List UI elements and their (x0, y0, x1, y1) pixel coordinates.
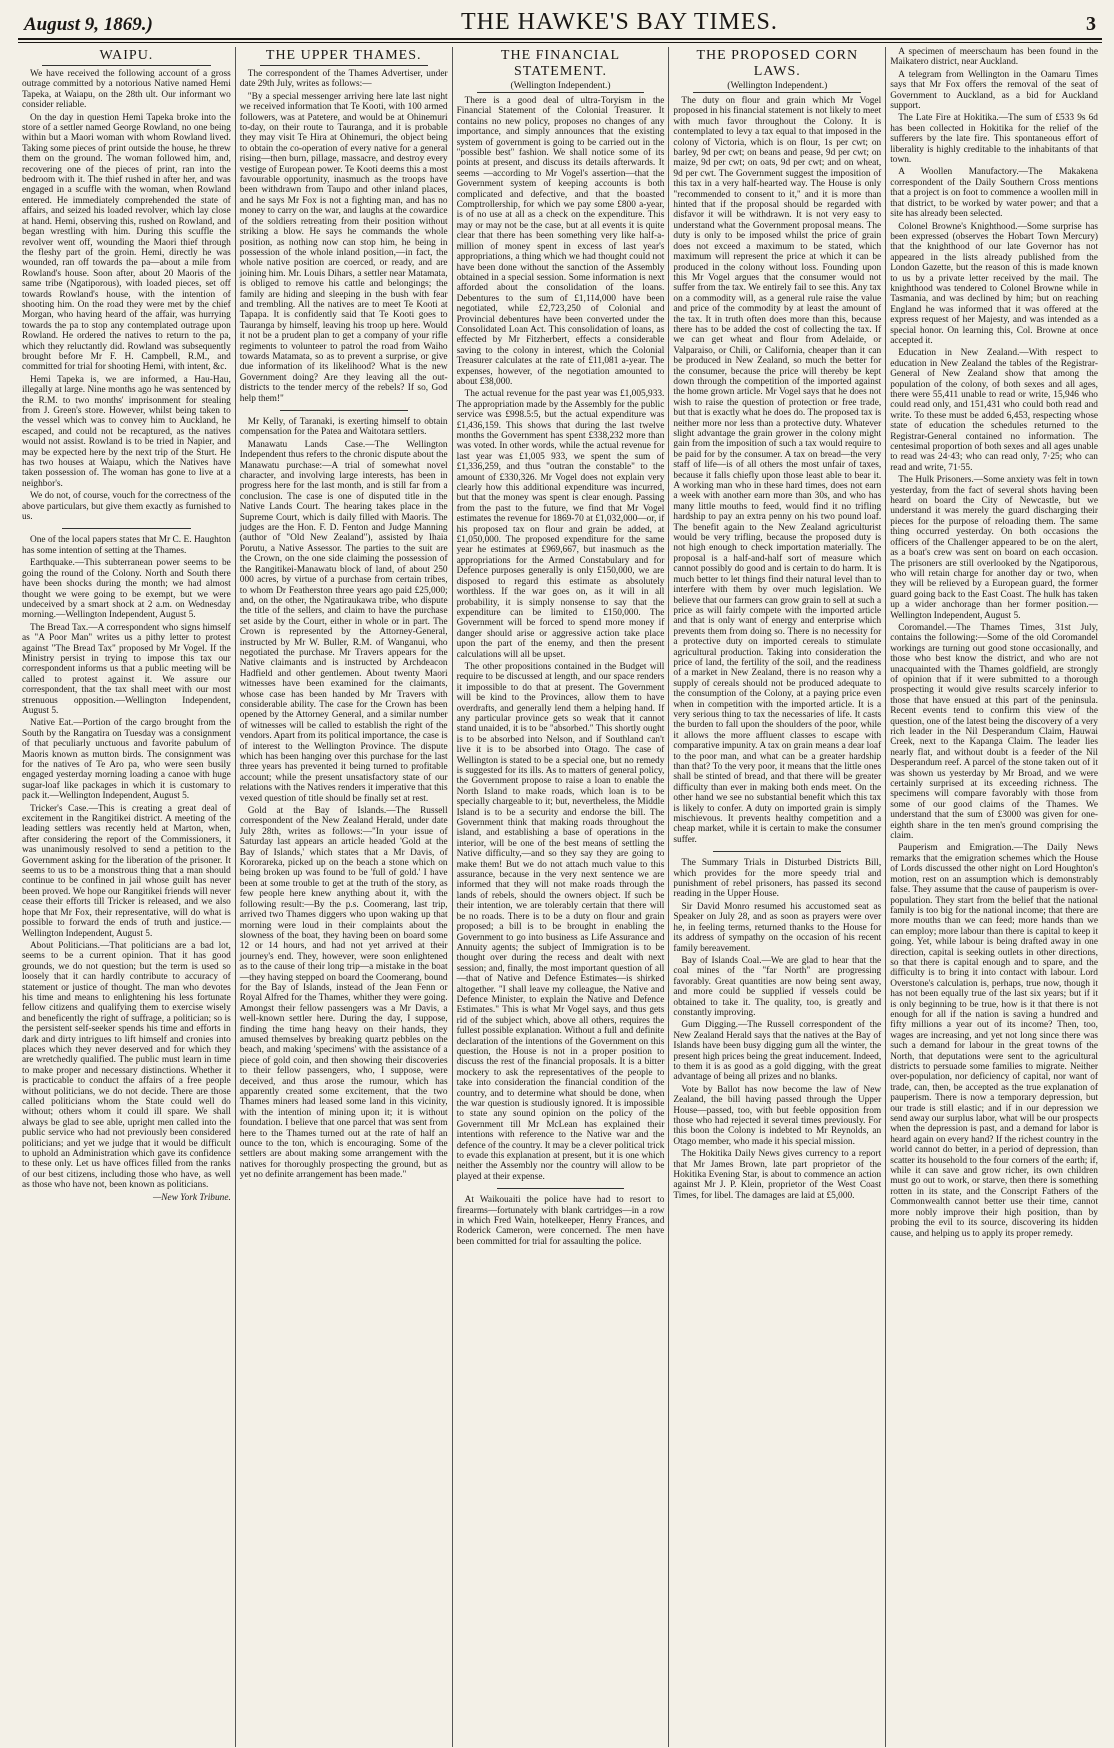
article-source: (Wellington Independent.) (510, 81, 611, 91)
paragraph: On the day in question Hemi Tapeka broke into the store of a settler named George Rowland, no one being within but a Maori woman with whom Rowland lived. Taking some pieces of print outside the house, he threw them on the ground. The woman followed him, and, recovering one of the pieces of print, ran into the bedroom with it. The thief rushed in after her, and was engaged in a scuffle with the woman, when Rowland entered. He immediately comprehended the state of affairs, and seized his loaded revolver, which lay close at hand. Hemi, observing this, rushed on Rowland, and began wrestling with him. During this scuffle the revolver went off, wounding the Maori thief through the fleshy part of the groin. Hemi, directly he was wounded, ran off towards the pa—about a mile from Rowland's house. Soon after, about 20 Maoris of the same tribe (Ngatiporous), with loaded pieces, set off towards Rowland's house, with the intention of shooting him. On the road they were met by the chief Morgan, who having heard of the affair, was hurrying towards the pa to stop any contemplated outrage upon Rowland. He ordered the natives to return to the pa, which they reluctantly did. Rowland was subsequently brought before Mr F. H. Campbell, R.M., and committed for trial for shooting Hemi, with intent, &c. (22, 112, 231, 373)
issue-date: August 9, 1869.) (24, 14, 153, 35)
column-upper-thames (235, 47, 452, 1747)
paragraph: Gold at the Bay of Islands.—The Russell correspondent of the New Zealand Herald, under date July 28th, writes as follows:—"In your issue of Saturday last appears an article headed 'Gold at the Bay of Islands,' which states that a Mr Davis, of Kororareka, picked up on the beach a stone which on being broken up was found to be 'full of gold.' I have been at some trouble to get at the truth of the story, as few people here knew anything about it, with the following result:—By the p.s. Coomerang, last trip, arrived two Thames diggers who upon waking up that morning were loud in their complaints about the slowness of the boat, they having been on board some 12 or 14 hours, and had not yet arrived at their journey's end. They, however, were soon enlightened as to the cause of their long trip—a mistake in the boat—they having stepped on board the Coomerang, bound for the Bay of Islands, instead of the Jean Fenn or Royal Alfred for the Thames, whither they were going. Amongst their fellow passengers was a Mr Davis, a well-known settler here. During the day, I suppose, finding the time hang heavy on their hands, they amused themselves by breaking quartz pebbles on the beach, and making 'specimens' with the assistance of a piece of gold coin, and then showing their discoveries to their fellow passengers, who, I suppose, were deceived, and thus arose the rumour, which has apparently created some excitement, that the two Thames miners had leased some land in this vicinity, with the intention of mining upon it; it is without foundation. I believe that one parcel that was sent from here to the Thames turned out at the rate of half an ounce to the ton, which is encouraging. Some of the settlers are about making some arrangement with the natives for thoroughly prospecting the ground, but as yet no definite arrangement has been made." (239, 806, 448, 1181)
newspaper-title: THE HAWKE'S BAY TIMES. (460, 9, 778, 35)
column-financial-statement (452, 47, 669, 1747)
paragraph: Bay of Islands Coal.—We are glad to hear that the coal mines of the "far North" are progressing favorably. Great quantities are now being sent away, and more could be supplied if vessels could be obtained to take it. The quality, too, is greatly and constantly improving. (673, 955, 882, 1018)
article-title: WAIPU. (99, 48, 154, 63)
columns (18, 47, 1102, 1747)
paragraph: Coromandel.—The Thames Times, 31st July, contains the following:—Some of the old Coromandel workings are turning out good stone occasionally, and those who best know the district, and who are not unacquainted with the Thames goldfield, are strongly of opinion that if it were submitted to a thorough prospecting it would give results scarcely inferior to those that have ensued at this part of the peninsula. Recent events tend to confirm this view of the question, one of the latest being the discovery of a very rich leader in the Nil Desperandum Claim, Hauwai Creek, next to the Kapanga Claim. The leader lies nearly flat, and without doubt is a feeder of the Nil Desperandum reef. A parcel of the stone taken out of it was shown us yesterday by Mr Broad, and we were certainly surprised at its exceeding richness. The specimens will compare favorably with those from some of our good claims of the Thames. We understand that the sum of £3000 was given for one-eighth share in the ten men's ground comprising the claim. (890, 622, 1098, 842)
title-rule (260, 65, 428, 66)
paragraph: Native Eat.—Portion of the cargo brought from the South by the Rangatira on Tuesday was a consignment of that peculiarly unctuous and favorite pabulum of Maoris known as mutton birds. The consignment was for the natives of Te Aro pa, who were seen busily engaged yesterday morning loading a canoe with huge sugar-loaf like packages in which it is customary to pack it.—Wellington Independent, August 5. (22, 718, 231, 802)
paragraph: The actual revenue for the past year was £1,005,933. The appropriation made by the Assembly for the public service was £998.5:5, but the actual expenditure was £1,436,159. This shows that during the last twelve months the Government has spent £338,232 more than was voted. In other words, while the actual revenue for last year was £1,005 933, we spent the sum of £1,336,259, and thus "outran the constable" to the amount of £330,326. Mr Vogel does not explain very clearly how this additional expenditure was incurred, but that the money was spent is clear enough. Passing from the past to the future, we find that Mr Vogel estimates the revenue for 1869-70 at £1,032,000—or, if his proposed tax on flour and grain be added, at £1,050,000. The proposed expenditure for the same year he estimates at £969,667, but inasmuch as the appropriations for the Armed Constabulary and for Defence purposes generally is only £150,000, we are disposed to regard this estimate as absolutely worthless. If the war goes on, as it will in all probability, it is simply nonsense to say that the expenditure can be limited to £150,000. The Government will be forced to spend more money if danger should arise or aggressive action take place upon the part of the enemy, and then the present calculations will all be upset. (456, 389, 665, 660)
separator (280, 410, 408, 411)
paragraph: The Hokitika Daily News gives currency to a report that Mr James Brown, late part proprietor of the Hokitika Evening Star, is about to commence an action against Mr J. P. Klein, proprietor of the West Coast Times, for libel. The damages are laid at £5,000. (673, 1149, 882, 1201)
paragraph: There is a good deal of ultra-Toryism in the Financial Statement of the Colonial Treasurer. It contains no new policy, proposes no changes of any importance, and simply announces that the existing system of government is going to be carried out in the "possible best" fashion. We shall notice some of its points at present, and discuss its details afterwards. It seems —according to Mr Vogel's assertion—that the Government system of keeping accounts is both complicated and defective, and that the boasted Comptrollership, for which we pay some £800 a-year, is of no use at all as a check on the expenditure. This may or may not be the case, but at all events it is quite clear that there has been something very like half-a-million of money spent in excess of last year's appropriations, a thing which we had thought could not have been done without the sanction of the Assembly obtained in a special session. Some information is next afforded about the consolidation of the loans. Debentures to the sum of £1,114,000 have been negotiated, while £2,723,250 of Colonial and Provincial debentures have been converted under the Consolidated Loan Act. This consolidation of loans, as effected by Mr Fitzherbert, effects a considerable saving to the colony in interest, which the Colonial Treasurer calculates at the rate of £11,081 a-year. The expenses, however, of the negotiation amounted to about £38,000. (456, 96, 665, 387)
paragraph: The duty on flour and grain which Mr Vogel proposed in his financial statement is not likely to meet with much favor throughout the Colony. It is contemplated to levy a tax equal to that imposed in the colony of Victoria, which is on flour, 1s per cwt; on barley, 9d per cwt; on beans and pease, 9d per cwt; on maize, 9d per cwt; on oats, 9d per cwt; and on wheat, 9d per cwt. The Government suggest the imposition of this tax in a very half-hearted way. The House is only "recommended to consent to it," and it is more than hinted that if the proposal should be regarded with disfavor it will be withdrawn. It is not very easy to understand what the Government proposal means. The duty is only to be imposed whilst the price of grain does not exceed a maximum to be stated, which maximum will represent the price at which it can be produced in the colony without loss. Founding upon this Mr Vogel argues that the consumer would not suffer from the tax. We entirely fail to see this. Any tax on a commodity will, as a general rule raise the value and price of the commodity by at least the amount of the tax. It in truth often does more than this, because there has to be added the cost of collecting the tax. If we can get wheat and flour from Adelaide, or Valparaiso, or Chili, or California, cheaper than it can be produced in New Zealand, so much the better for the consumer, because the price will thereby be kept down through the competition of the imported against the home grown article. Mr Vogel says that he does not wish to raise the question of protection or free trade, but that is exactly what he does do. The proposed tax is neither more nor less than a protective duty. Whatever slight advantage the grain grower in the colony might gain from the imposition of such a tax would require to be paid for by the consumer. A tax on bread—the very staff of life—is of all others the most unfair of taxes, because it falls chiefly upon those least able to bear it. A working man who in these hard times, does not earn a week with another earn more than 30s, and who has many little mouths to feed, would find it no trifling hardship to pay an extra penny on his two pound loaf. The benefit again to the New Zealand agriculturist would be very trifling, because the proposed duty is not high enough to check importation materially. The proposal is a half-and-half sort of measure which cannot possibly do good and is certain to do harm. It is much better to let things find their natural level than to interfere with them by over much legislation. We believe that our farmers can grow grain to sell at such a price as will fairly compete with the imported article and that is only want of energy and enterprise which prevents them from doing so. There is no necessity for a protective duty on imported cereals to stimulate agricultural production. Taking into consideration the price of land, the fertility of the soil, and the readiness of a market in New Zealand, there is no reason why a supply of cereals should not be produced adequate to the consumption of the Colony, at a paying price even when in competition with the imported article. It is a very serious thing to tax the necessaries of life. It casts the burden to fall upon the shoulders of the poor, while it allows the more affluent classes to escape with comparative impunity. A tax on grain means a dear loaf to the poor man, and what can be a greater hardship than that? To the very poor, it means that the little ones shall be stinted of bread, and that there will be greater difficulty than ever in making both ends meet. On the other hand we see no substantial benefit which this tax is likely to confer. A duty on imported grain is simply mischievous. It prevents healthy competition and a cheap market, while it is certain to make the consumer suffer. (673, 96, 882, 845)
source-credit: —New York Tribune. (153, 1192, 231, 1203)
article-source: (Wellington Independent.) (727, 81, 828, 91)
title-rule (42, 65, 211, 66)
paragraph: We do not, of course, vouch for the correctness of the above particulars, but give them exactly as furnished to us. (22, 491, 231, 523)
paragraph: A specimen of meerschaum has been found in the Maikatero district, near Auckland. (890, 47, 1098, 68)
article-title: THE PROPOSED CORN LAWS. (696, 48, 859, 79)
paragraph: One of the local papers states that Mr C. E. Haughton has some intention of setting at the Thames. (22, 535, 231, 556)
paragraph: The Bread Tax.—A correspondent who signs himself as "A Poor Man" writes us a pithy letter to protest against "The Bread Tax" proposed by Mr Vogel. If the Ministry persist in trying to impose this tax our correspondent informs us that a public meeting will be called to protest against it. We assure our correspondent, that the tax shall meet with our most strenuous opposition.—Wellington Independent, August 5. (22, 622, 231, 716)
paragraph: The Summary Trials in Disturbed Districts Bill, which provides for the more speedy trial and punishment of rebel prisoners, has passed its second reading in the Upper House. (673, 858, 882, 900)
paragraph: Tricker's Case.—This is creating a great deal of excitement in the Rangitikei district. A meeting of the leading settlers was recently held at Marton, when, after considering the report of the Commissioners, it was unanimously resolved to send a petition to the Government asking for the liberation of the prisoner. It seems to us to be a monstrous thing that a man should continue to be confined in jail whose guilt has never been proved. We hope our Rangitikei friends will never cease their efforts till Tricker is released, and we also hope that Mr Fox, their representative, will do what is possible to forward the ends of truth and justice.—Wellington Independent, August 5. (22, 803, 231, 939)
column-corn-laws (668, 47, 885, 1747)
paragraph: "By a special messenger arriving here late last night we received information that Te Kooti, with 100 armed followers, was at Patetere, and would be at Ohinemuri to-day, on their route to Tauranga, and it is probable they may visit Te Hira at Ohinemuri, the object being to obtain the co-operation of every native for a general rising—then burn, pillage, massacre, and destroy every vestige of European power. Te Kooti deems this a most favourable opportunity, inasmuch as the troops have been withdrawn from Taupo and other inland places, and he says Mr Fox is not a fighting man, and has no money to carry on the war, and laughs at the cowardice of the soldiers retreating from their position without striking a blow. He says he commands the whole position, as nothing now can stop him, he being in possession of the whole inland position,—in fact, the whole native position are coerced, or ready, and are joining him. Mr. Louis Dihars, a settler near Matamata, is obliged to remove his cattle and belongings; the family are hiding and sleeping in the bush with fear and trembling. All the natives are to meet Te Kooti at Tapapa. It is confidently said that Te Kooti goes to Tauranga by himself, leaving his troop up here. Would it not be a prudent plan to get a company of your rifle regiments to volunteer to patrol the road from Waiho towards Matamata, so as to prevent a surprise, or give due information of its likelihood? What is the new Government doing? Are they leaving all the out-districts to the tender mercy of the rebels? If so, God help them!" (239, 91, 448, 404)
paragraph: About Politicians.—That politicians are a bad lot, seems to be a current opinion. That it has good grounds, we do not question; but the term is used so loosely that it can hardly contribute to accuracy of statement or justice of thought. The man who devotes his time and means to enlightening his less fortunate fellow citizens and qualifying them to exercise wisely and beneficently the right of suffrage, a politician; so is the persistent self-seeker spends his time and efforts in dark and dirty intrigues to lift himself and cronies into places which they never deserved and for which they are wretchedly qualified. The public must learn in time to make proper and necessary distinctions. Whether it is practicable to conduct the affairs of a free people without politicians, we do not decide. There are those called politicians whom the State could well do without; others whom it could ill spare. We shall always be glad to see able, upright men called into the public service who had not previously been considered politicians; and yet we judge that it would be difficult to uphold an Administration which gave its confidence to these only. Let us have offices filled from the ranks of our best citizens, including those who have, as well as those who have not, been known as politicians. (22, 940, 231, 1191)
title-rule (477, 92, 645, 93)
paragraph: At Waikouaiti the police have had to resort to firearms—fortunately with blank cartridges—in a row in which Fred Wain, hotelkeeper, Henry Frances, and Roderick Cameron, were concerned. The men have been committed for trial for assaulting the police. (456, 1195, 665, 1247)
paragraph: Sir David Monro resumed his accustomed seat as Speaker on July 28, and as soon as prayers were over he, in feeling terms, returned thanks to the House for its address of sympathy on the occasion of his recent family bereavement. (673, 901, 882, 954)
paragraph: Vote by Ballot has now become the law of New Zealand, the bill having passed through the Upper House—passed, too, with but feeble opposition from those who had rejected it several times previously. For this boon the Colony is indebted to Mr Reynolds, an Otago member, who made it his special mission. (673, 1084, 882, 1147)
separator (713, 851, 841, 852)
paragraph: Colonel Browne's Knighthood.—Some surprise has been expressed (observes the Hobart Town Mercury) that the knighthood of our late Governor has not appeared in the lists already published from the London Gazette, but the reason of this is made known to us by a private letter received by the mail. The knighthood was tendered to Colonel Browne while in Tasmania, and was declined by him; but on reaching England he was informed that it was offered at the express request of her Majesty, and was intended as a special honor. On learning this, Col. Browne at once accepted it. (890, 221, 1098, 346)
paragraph: Gum Digging.—The Russell correspondent of the New Zealand Herald says that the natives at the Bay of Islands have been busy digging gum all the winter, the present high prices being the great inducement. Indeed, to them it is as good as a gold digging, with the great advantage of being all prizes and no blanks. (673, 1020, 882, 1083)
column-news-items (885, 47, 1102, 1747)
masthead-rule (18, 40, 1102, 43)
paragraph: Manawatu Lands Case.—The Wellington Independent thus refers to the chronic dispute about the Manawatu purchase:—A trial of somewhat novel character, and involving large interests, has been in progress here for the last month, and is still far from a conclusion. The case is one of disputed title in the Native Lands Court. The hearing takes place in the Supreme Court, which is daily filled with Maoris. The judges are the Hon. F. D. Fenton and Judge Manning (author of "Old New Zealand"), assisted by Ihaia Porutu, a Native Assessor. The parties to the suit are the Crown, on the one side claiming the possession of the Rangitikei-Manawatu block of land, of about 250 000 acres, by virtue of a purchase from certain tribes, to whom Dr Featherston three years ago paid £25,000; and, on the other, the Ngatiraukawa tribe, who dispute the title of the sellers, and claim to have the purchase set aside by the Court, either in whole or in part. The Crown is represented by the Attorney-General, instructed by Mr W. Buller, R.M. of Wanganui, who negotiated the purchase. Mr Travers appears for the Native claimants and is instructed by Archdeacon Hadfield and other gentlemen. About twenty Maori witnesses have been examined for the claimants, whose case has been handed by Mr Travers with considerable ability. The case for the Crown has been opened by the Attorney General, and a similar number of witnesses will be called to establish the right of the vendors. Apart from its political importance, the case is of interest to the Wellington Province. The dispute which has been hanging over this purchase for the last three years has prevented it being turned to profitable account; while the present unsatisfactory state of our relations with the Natives renders it imperative that this vexed question of title should be finally set at rest. (239, 439, 448, 804)
title-rule (693, 92, 861, 93)
separator (497, 1188, 625, 1189)
paragraph: Earthquake.—This subterranean power seems to be going the round of the Colony. North and South there have been shocks during the month; we had almost thought we were going to be exempt, but we were undeceived by a smart shock at 2 a.m. on Wednesday morning.—Wellington Independent, August 5. (22, 558, 231, 621)
paragraph: The Hulk Prisoners.—Some anxiety was felt in town yesterday, from the fact of several shots having been heard on board the City of Newcastle, but we understand it was merely the guard discharging their pieces for the purpose of reloading them. The same thing occurred yesterday. On both occasions the officers of the Challenger appeared to be on the alert, as a boat's crew was sent on board on each occasion. The prisoners are still overlooked by the Ngatiporous, who will retain charge for another day or two, when they will be relieved by a European guard, the former guard going back to the East Coast. The hulk has taken up a wider anchorage than her former position.—Wellington Independent, August 5. (890, 475, 1098, 621)
paragraph: A telegram from Wellington in the Oamaru Times says that Mr Fox offers the removal of the seat of Government to Auckland, as a bid for Auckland support. (890, 69, 1098, 112)
page-number: 3 (1085, 13, 1096, 35)
paragraph: Pauperism and Emigration.—The Daily News remarks that the emigration schemes which the House of Lords discussed the other night on Lord Houghton's motion, rest on an assumption which is demonstrably false. They assume that the cause of pauperism is over-population. They start from the belief that the national family is too big for the national income; that there are more mouths than we can feed; more hands than we can employ; more labour than there is capital to keep it going. Yet, while labour is being drafted away in one direction, capital is seeking outlets in other directions, so that there is capital enough and to spare, and the difficulty is to bring it into contact with labour. Lord Overstone's calculation is, perhaps, true now, though it has not been equally true of the last six years; but if it is only beginning to be true, how is it that there is not enough for all if the nation is saving a hundred and fifty millions a year out of its income? Then, too, wages are increasing, and yet not long since there was such a demand for labour in the great towns of the North, that deputations were sent to the agricultural districts to persuade some families to migrate. Neither over-population, nor deficiency of capital, nor want of trade, can, then, be accepted as the true explanation of pauperism. There is now a temporary depression, but our trade is still elastic; and if in our depression we send away our surplus labor, what will be our prospects when the depression is past, and a demand for labor is heard again on every hand? If the richest country in the world cannot do better, in a period of depression, than scatter its household to the four corners of the earth; if, while it can save and grow richer, its own children must go out to work, or starve, then there is something rotten in its state, and the Conscript Fathers of the Commonwealth cannot better use their time, cannot more nobly improve their high position, than by probing the evil to its source, discovering its hidden cause, and helping us to apply its proper remedy. (890, 843, 1098, 1239)
separator (62, 528, 191, 529)
paragraph: The correspondent of the Thames Advertiser, under date 29th July, writes as follows:— (239, 69, 448, 90)
paragraph: Mr Kelly, of Taranaki, is exerting himself to obtain compensation for the Patea and Waitotara settlers. (239, 417, 448, 438)
column-waipu (18, 47, 235, 1747)
article-title: THE UPPER THAMES. (265, 48, 422, 63)
masthead (18, 6, 1102, 40)
paragraph: The other propositions contained in the Budget will require to be discussed at length, and our space renders it impossible to do that at present. The Government will be kind to the Provinces, allow them to have overdrafts, and generally lend them a helping hand. If any particular province gets so weak that it cannot stand unaided, it is to be "absorbed." This shortly ought is to be absorbed into Nelson, and if Southland can't live it is to be absorbed into Otago. The case of Wellington is stated to be a special one, but no remedy is suggested for its ills. As to matters of general policy, the Government propose to raise a loan to enable the North Island to make roads, which loan is to be specially chargeable to it; but, nevertheless, the Middle Island is to be a security and endorse the bill. The Government think that making roads throughout the island, and establishing a base of operations in the interior, will be one of the best means of settling the Native difficulty,—and so they say they are going to make them! But we do not attach much value to this assurance, because in the very next sentence we are informed that they will not make roads through the lands of rebels, should the owners object. If such be their intention, we are tolerably certain that there will be no roads. There is to be a duty on flour and grain proposed; a bill is to be brought in enabling the Government to go into business as Life Assurance and Annuity agents; the subject of Immigration is to be thought over during the recess and dealt with next session; and, finally, the most important question of all—that of Native and Defence Estimates—is shirked altogether. "I shall leave my colleague, the Native and Defence Minister, to explain the Native and Defence Estimates." This is what Mr Vogel says, and thus gets rid of the subject which, above all others, requires the fullest possible explanation. Without a full and definite declaration of the intentions of the Government on this question, the House is not in a proper position to discuss the rest of the financial proposals. It is a bitter mockery to ask the representatives of the people to take into consideration the financial condition of the country, and to determine what should be done, when the war question is studiously ignored. It is impossible to state any sound opinion on the policy of the Government till Mr McLean has explained their intentions with reference to the Native war and the defence of the country. It may be a clever political trick to evade this explanation at present, but it is one which neither the Assembly nor the country will allow to be played at their expense. (456, 661, 665, 1182)
paragraph: The Late Fire at Hokitika.—The sum of £533 9s 6d has been collected in Hokitika for the relief of the sufferers by the late fire. This spontaneous effort of liberality is highly creditable to the inhabitants of that town. (890, 113, 1098, 166)
paragraph: Hemi Tapeka is, we are informed, a Hau-Hau, illegally at large. Nine months ago he was sentenced by the R.M. to two months' imprisonment for stealing from J. Green's store. However, whilst being taken to the vessel which was to convey him to Auckland, he escaped, and could not be recaptured, as the natives would not assist. Rowland is to be tried in Napier, and may be expected here by the next trip of the Sturt. He has two houses at Waiapu, which the Natives have taken possession of. The woman has gone to live at a neighbor's. (22, 374, 231, 489)
article-title: THE FINANCIAL STATEMENT. (500, 48, 621, 79)
paragraph: We have received the following account of a gross outrage committed by a notorious Native named Hemi Tapeka, at Waiapu, on the 28th ult. Our informant wo consider reliable. (22, 69, 231, 111)
paragraph: Education in New Zealand.—With respect to education in New Zealand the tables of the Registrar-General of New Zealand show that among the population of the colony, of both sexes and all ages, there were 55,411 unable to read or write, 15,946 who could read only, and 151,431 who could both read and write. To these must be added 6,453, respecting whose state of education the schedules returned to the Registrar-General contained no information. The centesimal proportion of both sexes and all ages unable to read was 24·43; who can read only, 7·25; who can read and write, 71·55. (890, 348, 1098, 473)
paragraph: A Woollen Manufactory.—The Makakena correspondent of the Daily Southern Cross mentions that a project is on foot to commence a woollen mill in that district, to be worked by water power; and that a site has already been selected. (890, 167, 1098, 220)
